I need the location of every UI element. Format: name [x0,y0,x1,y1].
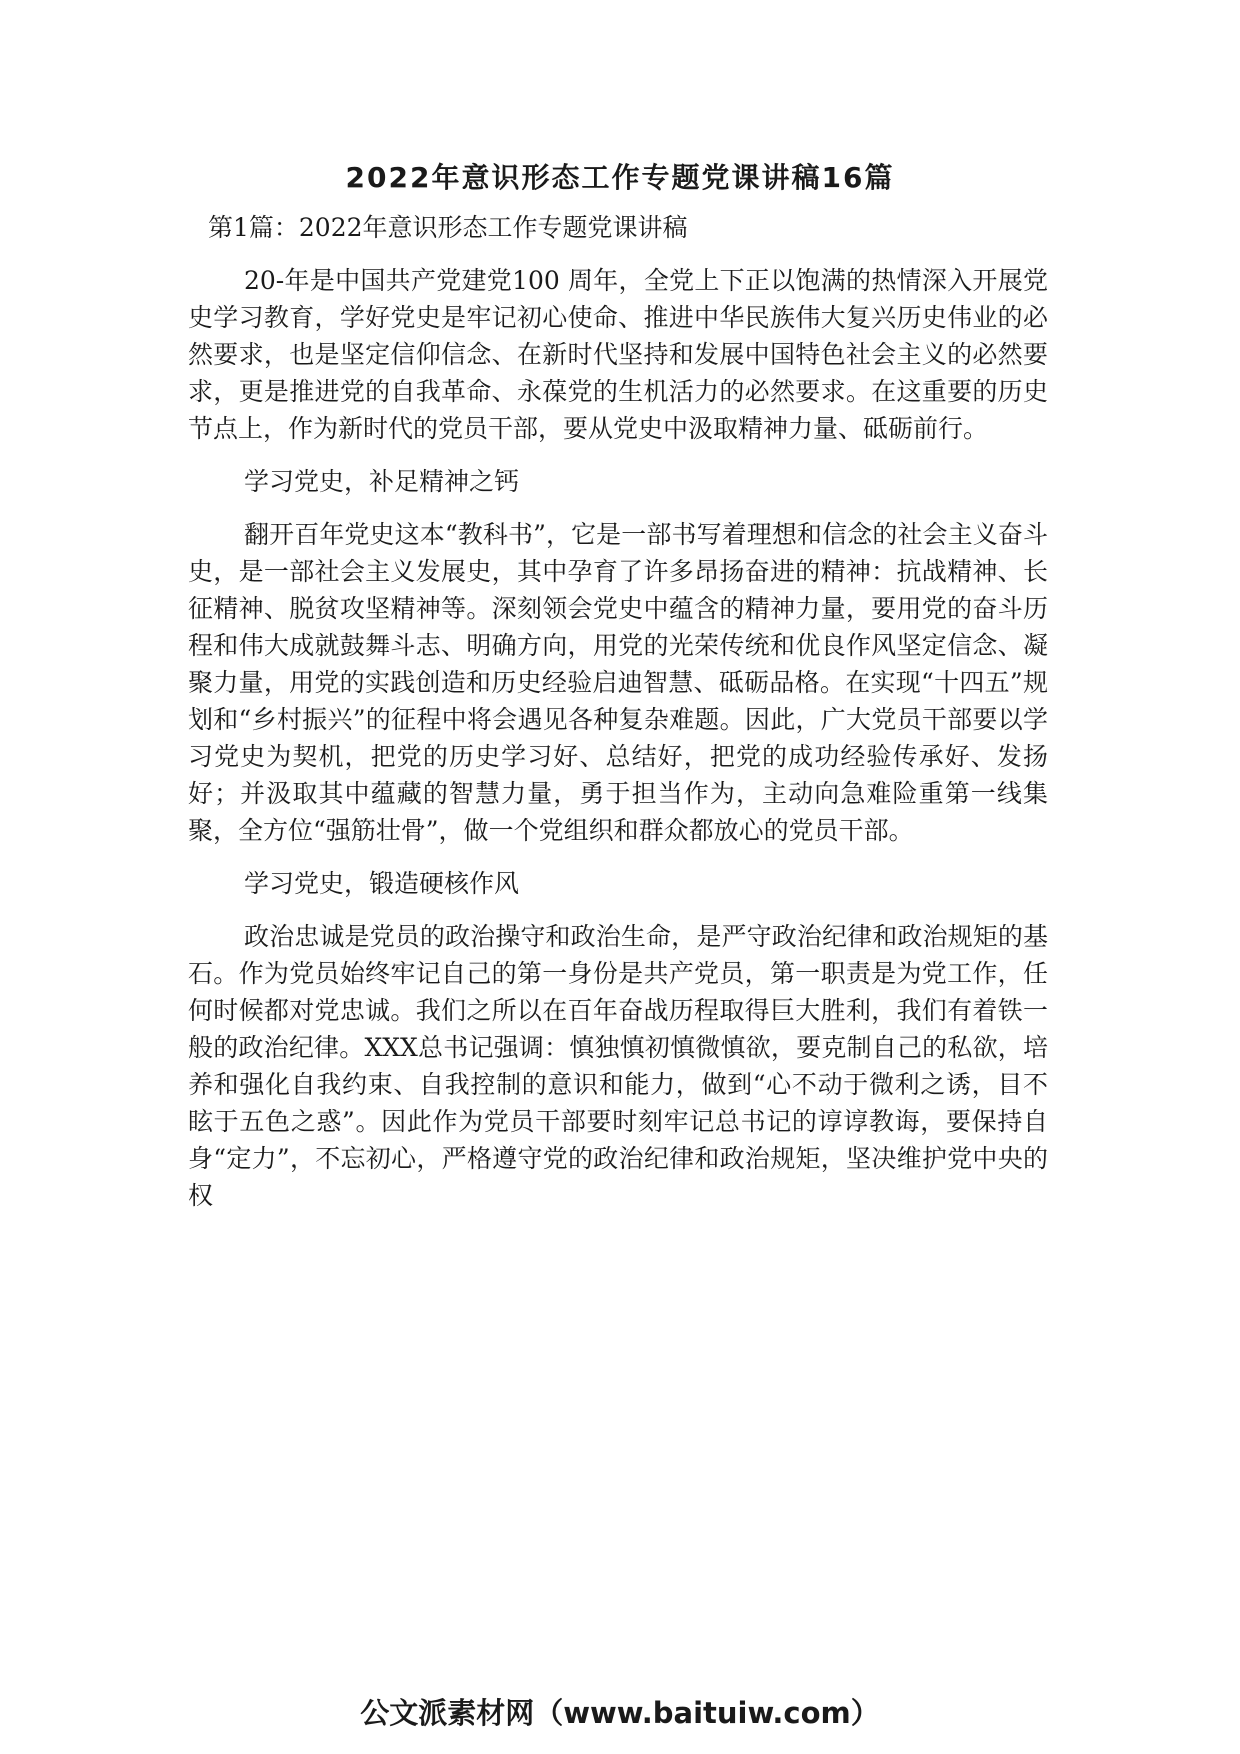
page-title: 2022年意识形态工作专题党课讲稿16篇 [345,161,895,194]
section-title: 第1篇：2022年意识形态工作专题党课讲稿 [208,213,688,242]
paragraph-intro: 20-年是中国共产党建党100 周年，全党上下正以饱满的热情深入开展党史学习教育，学好党史是牢记初心使命、推进中华民族伟大复兴历史伟业的必然要求，也是坚定信仰信念、在新时代坚持和发展中国特色社会主义的必然要求，更是推进党的自我革命、永葆党的生机活力的必然要求。在这重要的历史节点上，作为新时代的党员干部，要从党史中汲取精神力量、砥砺前行。 [188,266,1048,443]
subheading-style: 学习党史，锻造硬核作风 [244,869,520,898]
paragraph-style: 政治忠诚是党员的政治操守和政治生命，是严守政治纪律和政治规矩的基石。作为党员始终牢记自己的第一身份是共产党员，第一职责是为党工作，任何时候都对党忠诚。我们之所以在百年奋战历程取得巨大胜利，我们有着铁一般的政治纪律。XXX总书记强调：慎独慎初慎微慎欲，要克制自己的私欲，培养和强化自我约束、自我控制的意识和能力，做到“心不动于微利之诱，目不眩于五色之惑”。因此作为党员干部要时刻牢记总书记的谆谆教诲，要保持自身“定力”，不忘初心，严格遵守党的政治纪律和政治规矩，坚决维护党中央的权 [188,922,1048,1210]
footer-watermark: 公文派素材网（www.baituiw.com） [360,1696,880,1730]
paragraph-spirit: 翻开百年党史这本“教科书”，它是一部书写着理想和信念的社会主义奋斗史，是一部社会主义发展史，其中孕育了许多昂扬奋进的精神：抗战精神、长征精神、脱贫攻坚精神等。深刻领会党史中蕴含的精神力量，要用党的奋斗历程和伟大成就鼓舞斗志、明确方向，用党的光荣传统和优良作风坚定信念、凝聚力量，用党的实践创造和历史经验启迪智慧、砥砺品格。在实现“十四五”规划和“乡村振兴”的征程中将会遇见各种复杂难题。因此，广大党员干部要以学习党史为契机，把党的历史学习好、总结好，把党的成功经验传承好、发扬好；并汲取其中蕴藏的智慧力量，勇于担当作为，主动向急难险重第一线集聚，全方位“强筋壮骨”，做一个党组织和群众都放心的党员干部。 [188,520,1048,845]
document-body [188,262,1048,1230]
subheading-spirit: 学习党史，补足精神之钙 [244,467,520,496]
